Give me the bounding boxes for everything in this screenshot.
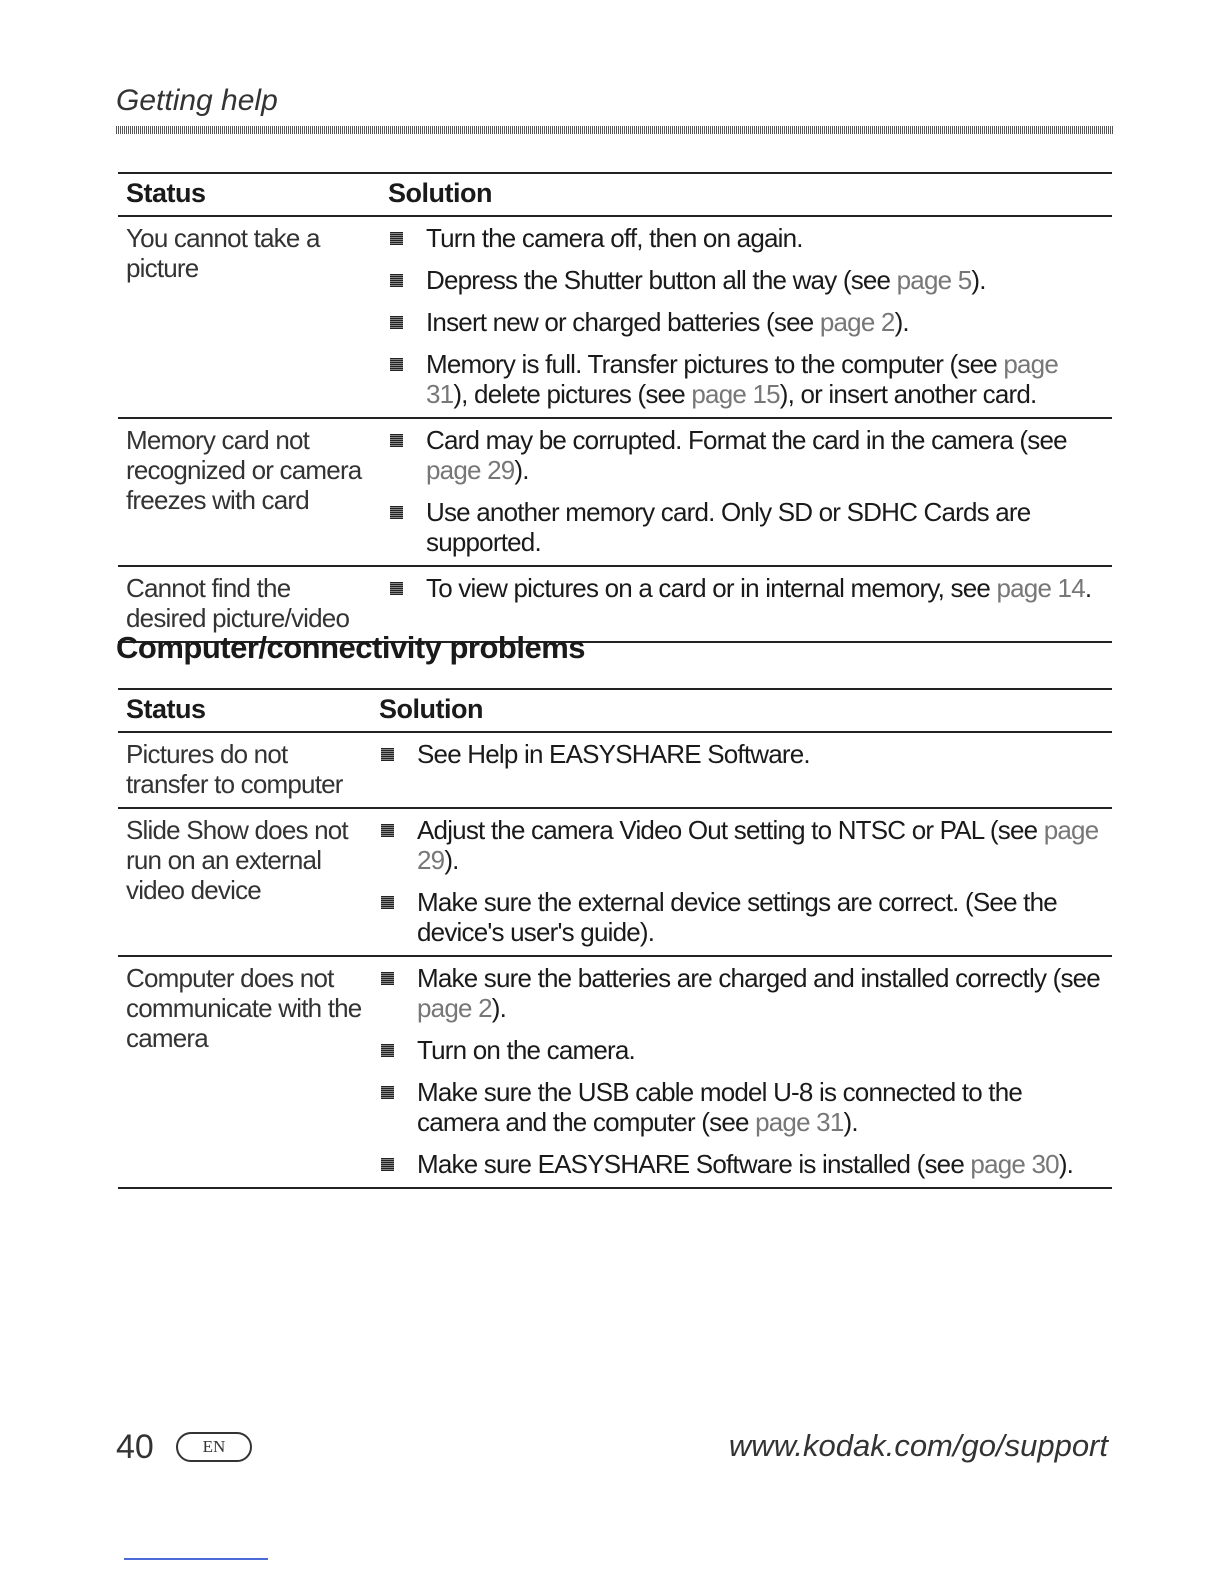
solution-item xyxy=(379,1149,1104,1179)
solution-item xyxy=(379,887,1104,947)
solution-item xyxy=(379,739,1104,769)
page-number: 40 xyxy=(116,1428,154,1466)
section-title: Computer/connectivity problems xyxy=(116,630,586,665)
status-column-header: Status xyxy=(118,689,371,732)
solution-list xyxy=(379,739,1104,769)
bullet-icon xyxy=(381,748,394,761)
bullet-icon xyxy=(381,972,394,985)
solution-text: To view pictures on a card or in internal memory, see xyxy=(426,573,997,603)
solution-text: ), or insert another card. xyxy=(779,379,1037,409)
solution-text: ). xyxy=(894,307,909,337)
bullet-icon xyxy=(390,274,403,287)
page-reference-link[interactable]: page 14 xyxy=(996,573,1085,603)
solution-text: . xyxy=(1084,573,1092,603)
page-reference-link[interactable]: page 2 xyxy=(819,307,895,337)
status-cell: You cannot take a picture xyxy=(118,216,380,418)
solution-text: ). xyxy=(971,265,986,295)
solution-text: ). xyxy=(843,1107,858,1137)
solution-text: Turn the camera off, then on again. xyxy=(426,223,803,253)
bullet-icon xyxy=(390,358,403,371)
solution-item xyxy=(379,815,1104,875)
solution-text: Use another memory card. Only SD or SDHC Cards are supported. xyxy=(426,497,1031,557)
page-reference-link[interactable]: page 5 xyxy=(896,265,972,295)
bullet-icon xyxy=(390,232,403,245)
table-row xyxy=(118,216,1112,418)
solution-text: ), delete pictures (see xyxy=(453,379,692,409)
table-body xyxy=(118,732,1112,1188)
header-rule xyxy=(116,126,1114,134)
solution-item xyxy=(379,963,1104,1023)
solution-list xyxy=(388,223,1104,409)
bullet-icon xyxy=(381,1086,394,1099)
table-row xyxy=(118,732,1112,808)
table-header-row xyxy=(118,689,1112,732)
solution-item xyxy=(388,573,1104,603)
status-cell: Cannot find the desired picture/video xyxy=(118,566,380,642)
language-badge: EN xyxy=(176,1432,252,1462)
status-cell: Memory card not recognized or camera freezes with card xyxy=(118,418,380,566)
solution-item xyxy=(388,265,1104,295)
solution-cell xyxy=(380,216,1112,418)
page-reference-link[interactable]: page 31 xyxy=(755,1107,844,1137)
solution-text: Memory is full. Transfer pictures to the computer (see xyxy=(426,349,1004,379)
solution-text: Make sure the USB cable model U-8 is connected to the camera and the computer (see xyxy=(417,1077,1023,1137)
bullet-icon xyxy=(381,1044,394,1057)
bullet-icon xyxy=(390,434,403,447)
solution-item xyxy=(388,425,1104,485)
page-reference-link[interactable]: page 31 xyxy=(426,349,1058,409)
solution-text: ). xyxy=(1058,1149,1074,1179)
solution-text: ). xyxy=(514,455,529,485)
bullet-icon xyxy=(381,896,394,909)
table-row xyxy=(118,418,1112,566)
solution-item xyxy=(388,307,1104,337)
troubleshooting-table-connectivity xyxy=(118,688,1112,1189)
solution-item xyxy=(388,223,1104,253)
solution-text: ). xyxy=(444,845,459,875)
solution-text: Card may be corrupted. Format the card in the camera (see xyxy=(426,425,1067,455)
bullet-icon xyxy=(381,824,394,837)
solution-text: Make sure the batteries are charged and installed correctly (see xyxy=(417,963,1100,993)
support-url[interactable]: www.kodak.com/go/support xyxy=(728,1428,1108,1463)
section-header: Getting help xyxy=(116,84,278,117)
solution-cell xyxy=(371,732,1112,808)
page-reference-link[interactable]: page 29 xyxy=(417,815,1099,875)
status-cell: Pictures do not transfer to computer xyxy=(118,732,371,808)
bullet-icon xyxy=(390,506,403,519)
solution-text: Depress the Shutter button all the way (see xyxy=(426,265,897,295)
solution-text: Turn on the camera. xyxy=(417,1035,635,1065)
page-reference-link[interactable]: page 30 xyxy=(970,1149,1059,1179)
solution-column-header: Solution xyxy=(380,173,1112,216)
solution-text: ). xyxy=(491,993,507,1023)
table-row xyxy=(118,956,1112,1188)
status-cell: Computer does not communicate with the camera xyxy=(118,956,371,1188)
solution-item xyxy=(379,1035,1104,1065)
solution-list xyxy=(388,425,1104,557)
troubleshooting-table-picture xyxy=(118,172,1112,643)
solution-list xyxy=(388,573,1104,603)
table-body xyxy=(118,216,1112,642)
solution-cell xyxy=(380,418,1112,566)
solution-text: Adjust the camera Video Out setting to NTSC or PAL (see xyxy=(417,815,1044,845)
table-row xyxy=(118,808,1112,956)
solution-item xyxy=(388,497,1104,557)
page-reference-link[interactable]: page 2 xyxy=(417,993,492,1023)
solution-cell xyxy=(371,956,1112,1188)
bullet-icon xyxy=(390,316,403,329)
bullet-icon xyxy=(390,582,403,595)
page-reference-link[interactable]: page 15 xyxy=(691,379,780,409)
solution-item xyxy=(388,349,1104,409)
status-cell: Slide Show does not run on an external video device xyxy=(118,808,371,956)
solution-text: Insert new or charged batteries (see xyxy=(426,307,820,337)
solution-list xyxy=(379,963,1104,1179)
solution-text: Make sure the external device settings are correct. (See the device's user's guide). xyxy=(417,887,1057,947)
solution-list xyxy=(379,815,1104,947)
solution-cell xyxy=(371,808,1112,956)
status-column-header: Status xyxy=(118,173,380,216)
page-reference-link[interactable]: page 29 xyxy=(426,455,515,485)
solution-text: See Help in EASYSHARE Software. xyxy=(417,739,810,769)
solution-column-header: Solution xyxy=(371,689,1112,732)
bottom-mark xyxy=(124,1558,268,1560)
solution-text: Make sure EASYSHARE Software is installed (see xyxy=(417,1149,971,1179)
bullet-icon xyxy=(381,1158,394,1171)
solution-item xyxy=(379,1077,1104,1137)
table-header-row xyxy=(118,173,1112,216)
